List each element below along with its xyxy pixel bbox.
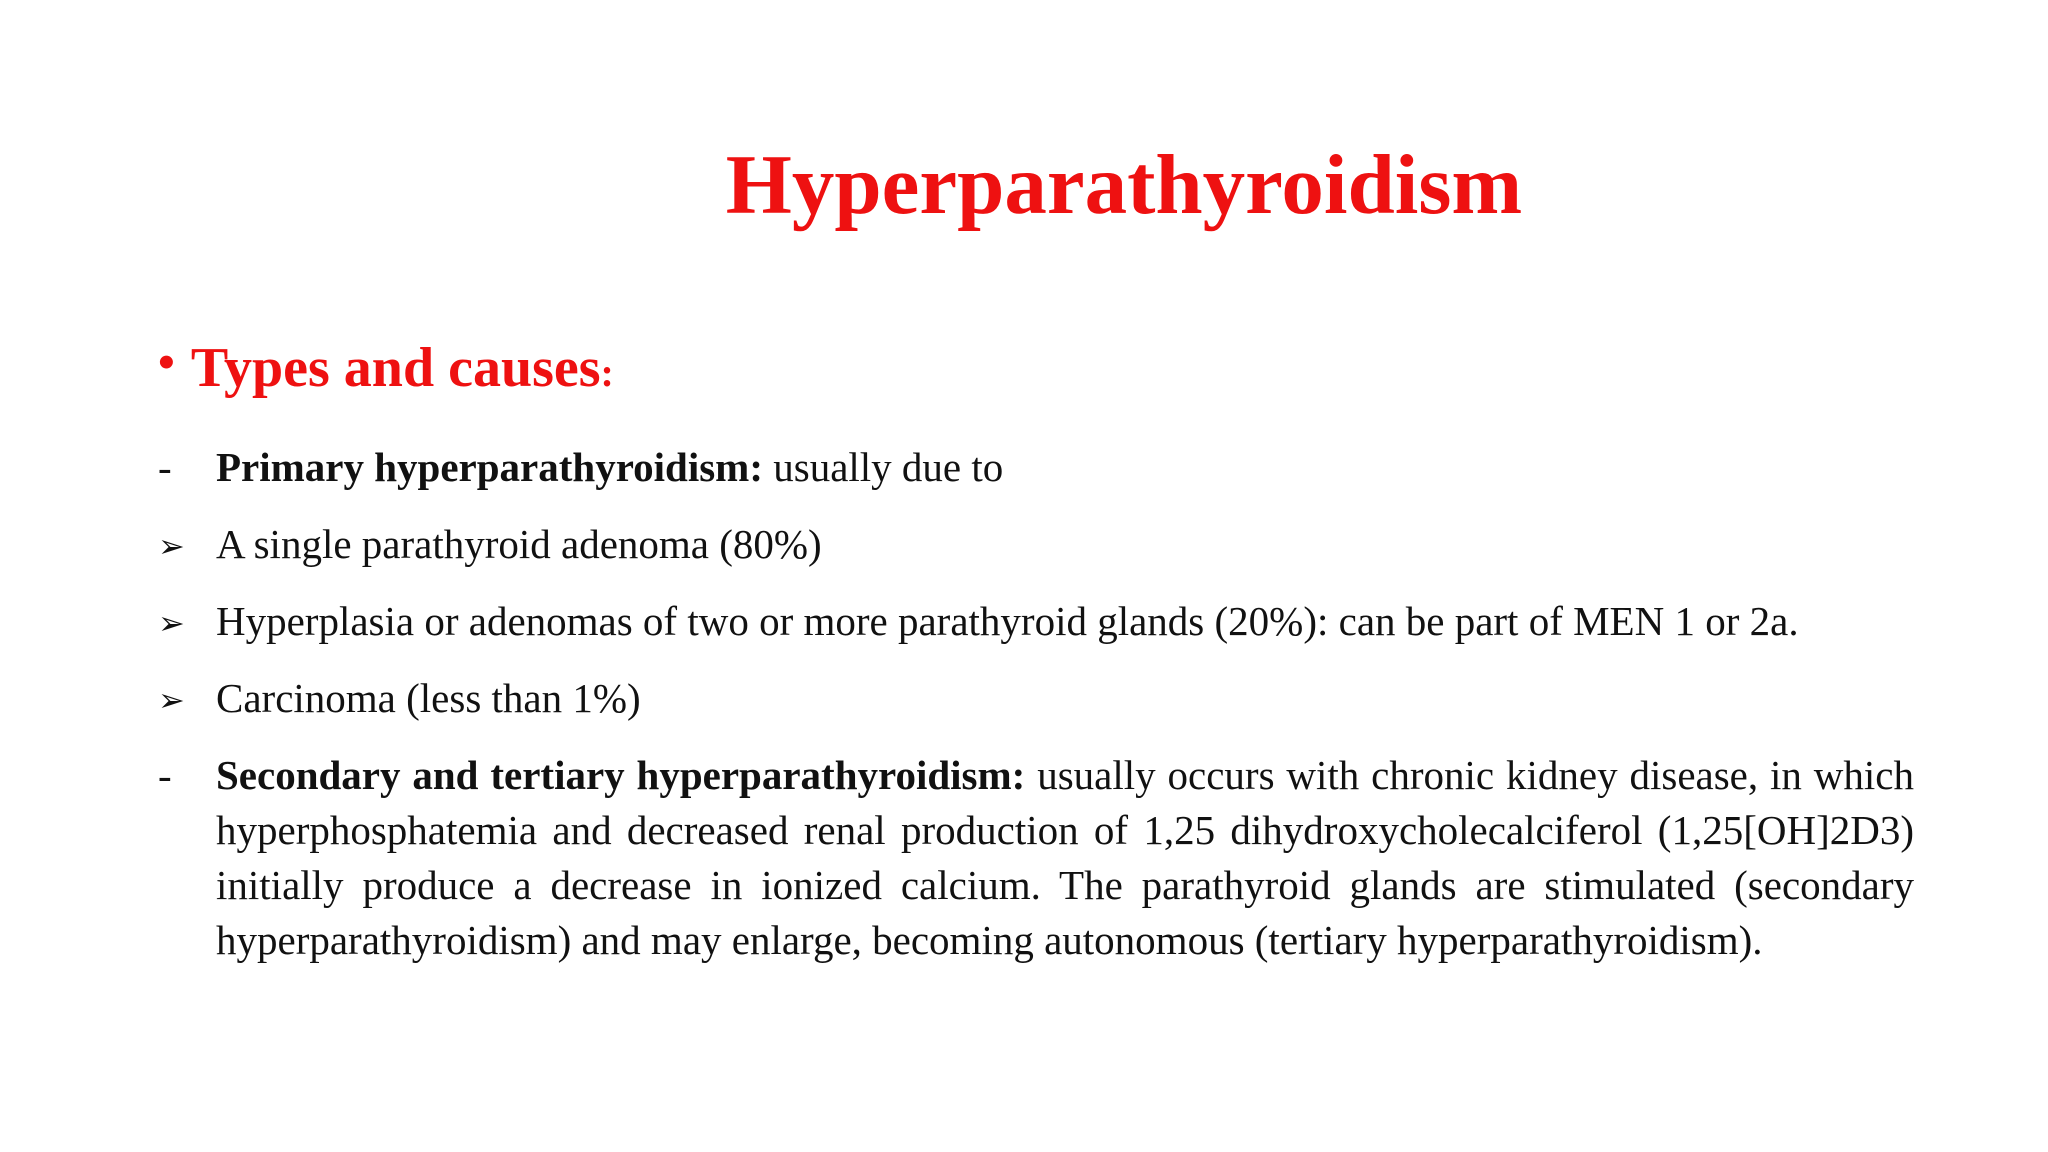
list-item-text [216,748,1914,968]
bullet-marker: • [158,336,175,389]
list-item-text [216,440,1914,495]
list-item-description: usually due to [763,444,1004,490]
arrow-bullet-icon: ➢ [158,681,185,719]
list-item-text: A single parathyroid adenoma (80%) [216,521,822,567]
slide-title: Hyperparathyroidism [725,138,1523,232]
list-item-text: Carcinoma (less than 1%) [216,675,641,721]
dash-marker: - [158,752,172,798]
term-secondary-tertiary: Secondary and tertiary hyperparathyroidism: [216,752,1026,798]
term-primary: Primary hyperparathyroidism: [216,444,763,490]
section-heading-colon: : [600,350,614,395]
dash-marker: - [158,444,172,490]
section-heading [158,325,614,411]
list-item-text: Hyperplasia or adenomas of two or more parathyroid glands (20%): can be part of MEN 1 or 2a. [216,598,1799,644]
arrow-bullet-icon: ➢ [158,604,185,642]
arrow-bullet-icon: ➢ [158,527,185,565]
section-heading-label: Types and causes [190,337,601,399]
list-item-description: usually occurs with chronic kidney disease, in which hyperphosphatemia and decreased renal production of 1,25 dihydroxycholecalciferol (1,25[OH]2D3) initially produce a decrease in ionized calcium. The parathyroid glands are stimulated (secondary hyperparathyroidism) and may enlarge, becoming autonomous (tertiary hyperparathyroidism). [216,752,1914,963]
